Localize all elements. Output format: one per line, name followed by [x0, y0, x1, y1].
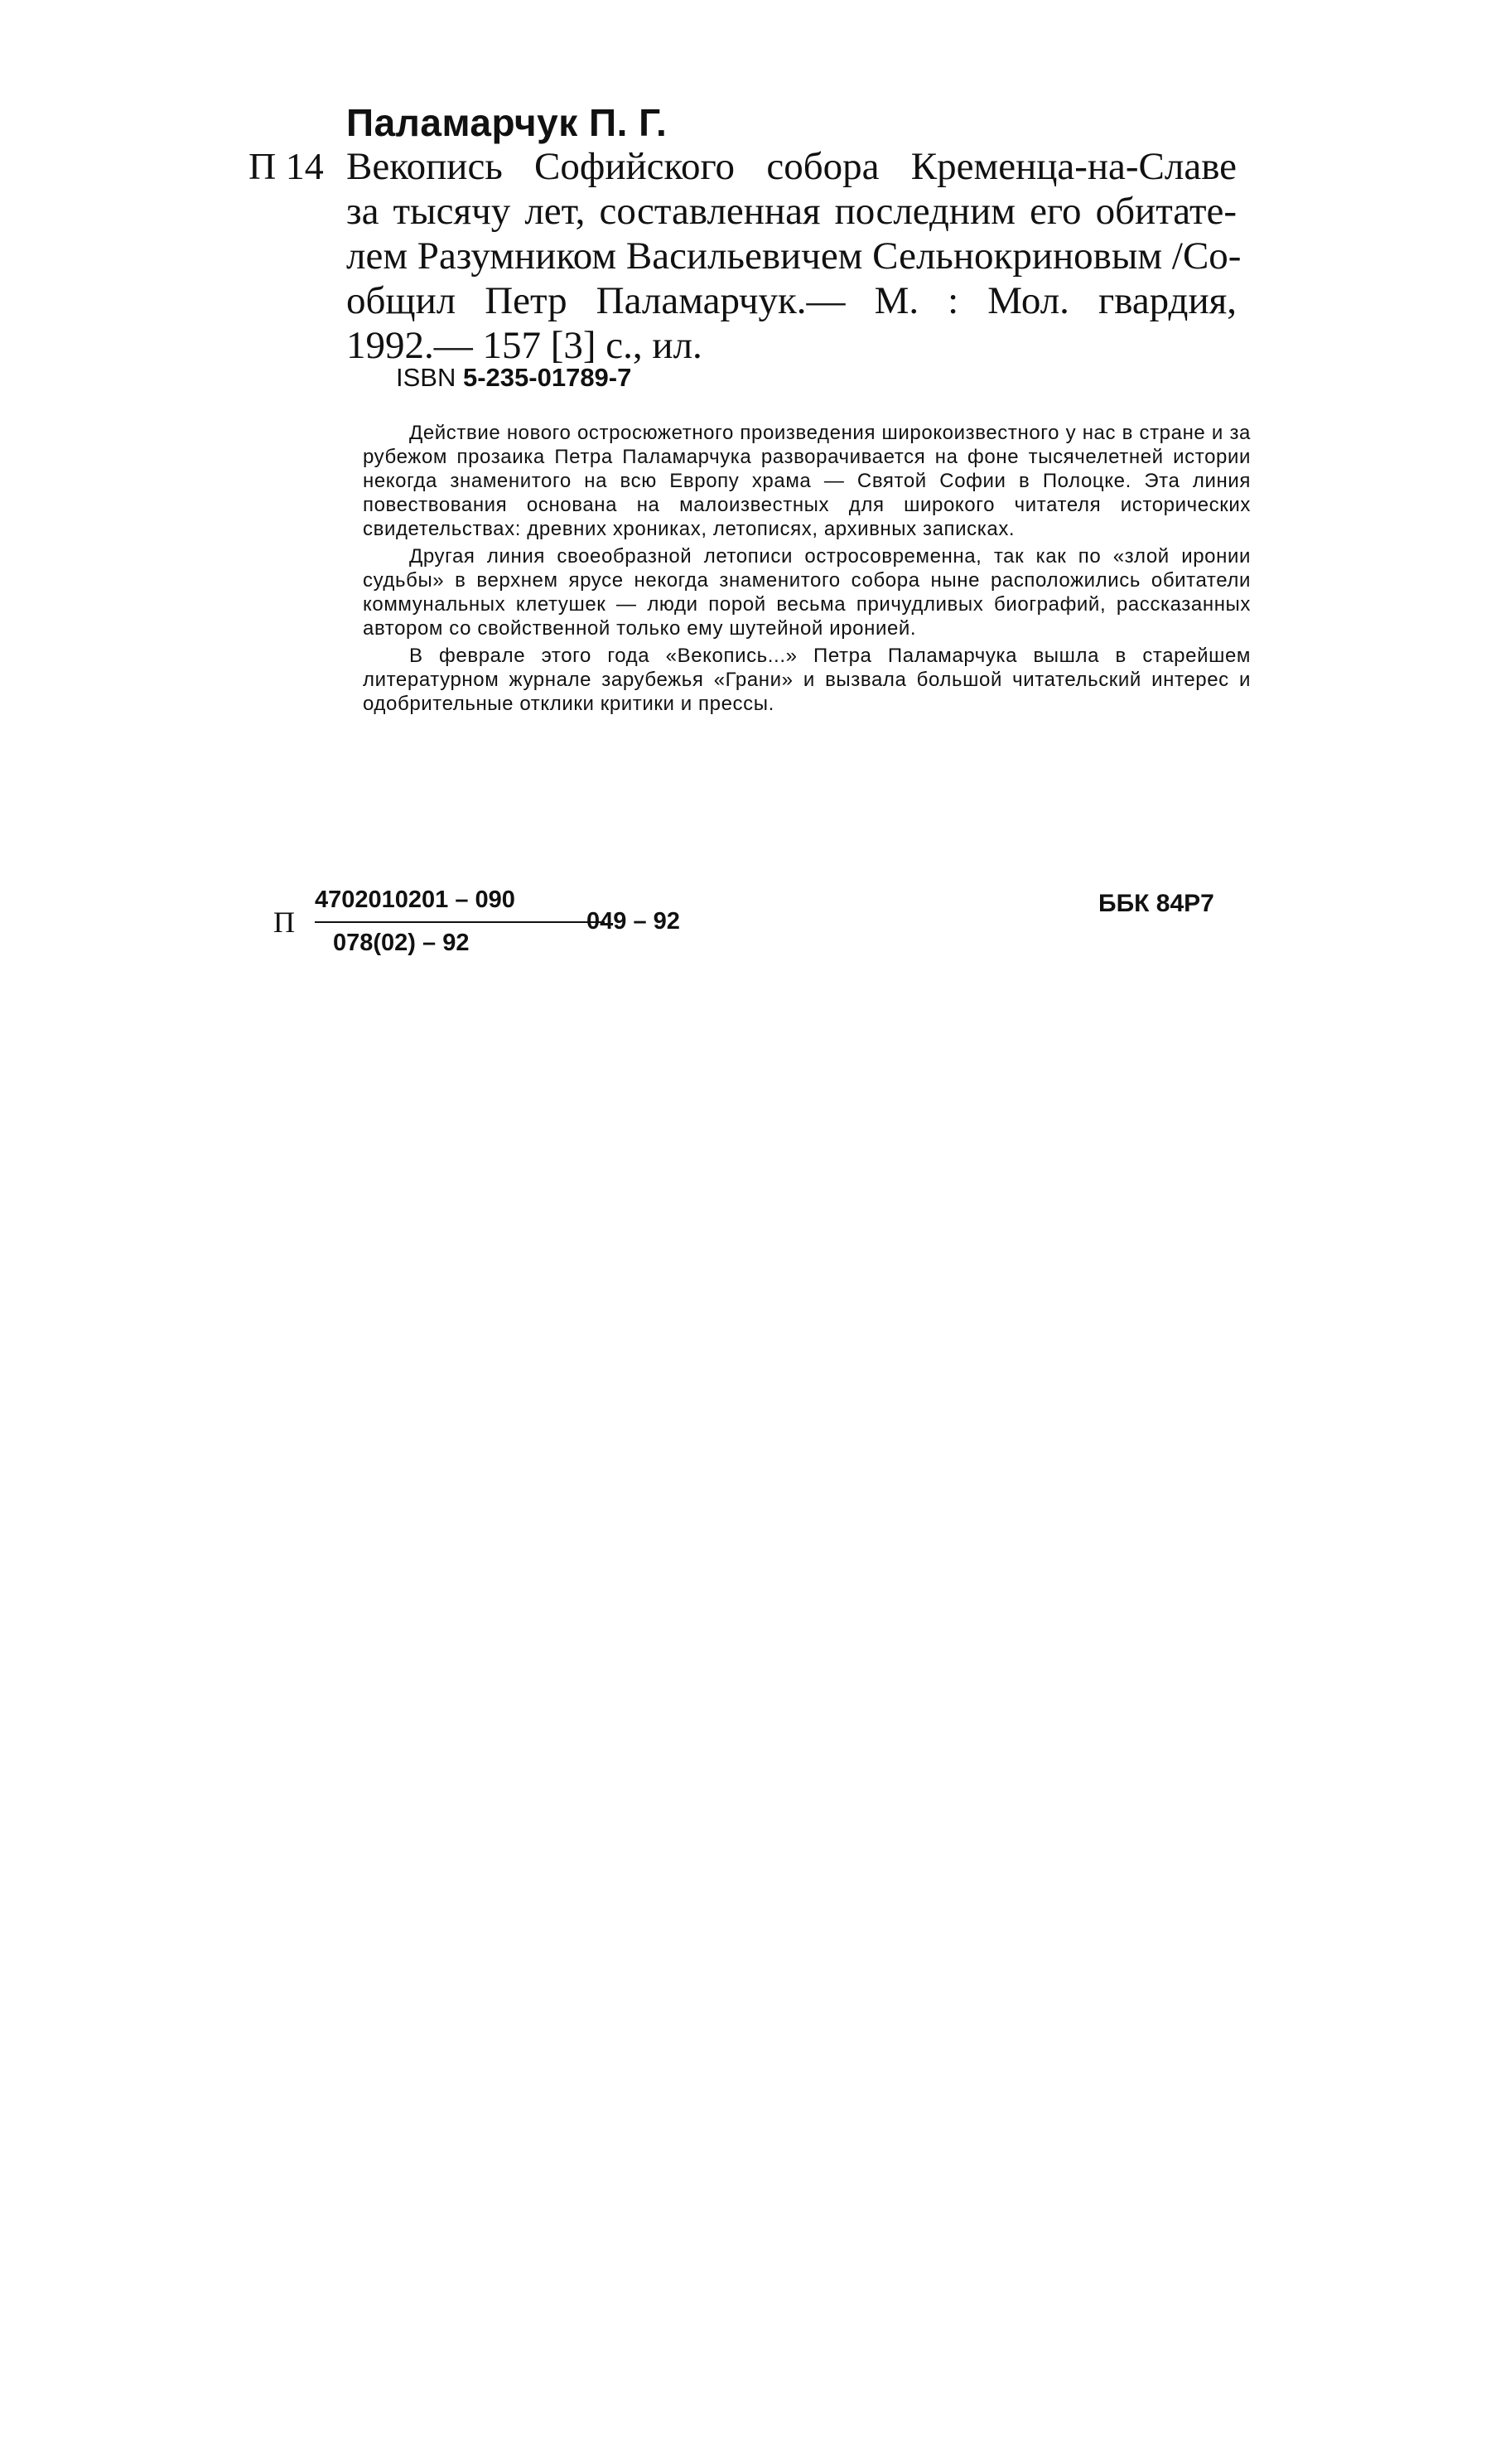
fraction-rule — [315, 921, 605, 923]
author-heading: Паламарчук П. Г. — [346, 101, 668, 144]
title-line: Векопись Софийского собора Кременца-на-Славе — [346, 145, 1237, 188]
imprint-numerator: 4702010201 – 090 — [315, 887, 515, 913]
abstract — [363, 421, 1251, 716]
abstract-paragraph: Действие нового остросюжетного произведения широкоизвестного у нас в стране и за рубежом прозаика Петра Паламарчука разворачивается на фоне тысячелетней истории некогда знаменитого на всю Европу храма — Святой Софии в Полоцке. Эта линия повествования основана на малоизвестных для широкого читателя исторических свидетельствах: древних хрониках, летописях, архивных записках. — [363, 422, 1251, 540]
catalog-code: П 14 — [248, 145, 324, 187]
isbn-number: 5-235-01789-7 — [462, 363, 632, 392]
isbn-line — [396, 361, 631, 394]
abstract-paragraph: Другая линия своеобразной летописи остросовременна, так как по «злой иронии судьбы» в верхнем ярусе некогда знаменитого собора ныне расположились обитатели коммунальных клетушек — люди порой весьма причудливых биографий, рассказанных автором со свойственной только ему шутейной иронией. — [363, 545, 1251, 640]
imprint-denominator: 078(02) – 92 — [333, 930, 470, 956]
abstract-paragraph: В феврале этого года «Векопись...» Петра Паламарчука вышла в старейшем литературном журнале зарубежья «Грани» и вызвала большой читательский интерес и одобрительные отклики критики и прессы. — [363, 645, 1251, 715]
bbk-code: ББК 84Р7 — [1098, 890, 1214, 917]
title-line: лем Разумником Васильевичем Сельнокриновым /Со- — [346, 234, 1242, 278]
imprint-letter: П — [273, 906, 295, 939]
imprint-suffix: 049 – 92 — [586, 908, 680, 935]
isbn-label: ISBN — [396, 363, 456, 392]
title-line: общил Петр Паламарчук.— М. : Мол. гвардия, — [346, 279, 1237, 322]
title-description — [346, 144, 1242, 368]
title-line: за тысячу лет, составленная последним его обитате- — [346, 190, 1237, 233]
title-line: 1992.— 157 [3] с., ил. — [346, 324, 702, 367]
imprint-code — [273, 887, 704, 969]
